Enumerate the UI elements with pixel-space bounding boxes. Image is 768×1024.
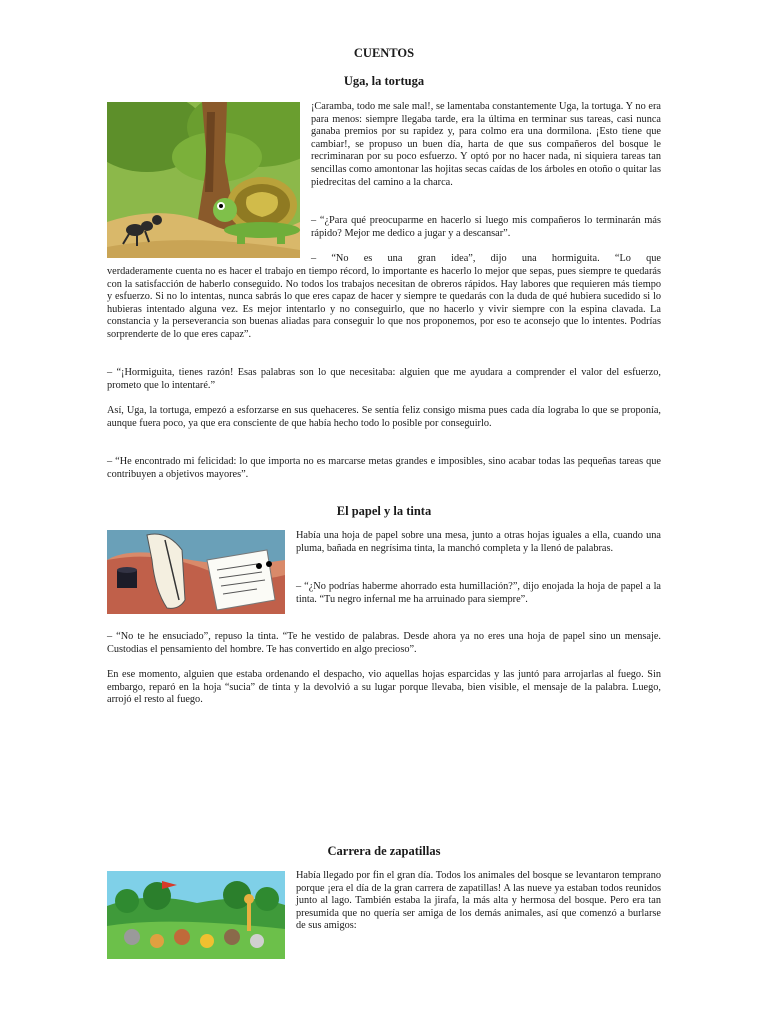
paragraph: verdaderamente cuenta no es hacer el trabajo en tiempo récord, lo importante es hacerlo lo mejor que sepas, pues siempre te quedarás con la satisfacción de haberlo conseguido. No todos los trabajos necesitan de obreros rápidos. Hay labores que requieren más tiempo y esfuerzo. Si no lo intentas, nunca sabrás lo que eres capaz de hacer y siempre te quedarás con la duda de qué hubiera sucedido si lo hubieras intentado alguna vez. Es mejor intentarlo y no conseguirlo, que no hacerlo y vivir siempre con la espina clavada. La constancia y la perseverancia son buenas aliadas para conseguir lo que nos proponemos, por eso te aconsejo que lo intentes. Podrías sorprenderte de lo que eres capaz”.: [107, 266, 661, 340]
illustration-animals-race: [107, 871, 285, 959]
paragraph: Había una hoja de papel sobre una mesa, junto a otras hojas iguales a ella, cuando una pluma, bañada en negrísima tinta, la manchó completa y la llenó de palabras.: [296, 530, 661, 554]
story-title-papel: El papel y la tinta: [336, 504, 432, 518]
paragraph: – “¿Para qué preocuparme en hacerlo si luego mis compañeros lo terminarán más rápido? Mejor me dedico a jugar y a descansar”.: [311, 215, 661, 239]
paragraph: – “¡Hormiguita, tienes razón! Esas palabras son lo que necesitaba: alguien que me ayudara a comprender el valor del esfuerzo, prometo que lo intentaré.”: [107, 367, 661, 391]
paragraph: Había llegado por fin el gran día. Todos los animales del bosque se levantaron temprano porque ¡era el día de la gran carrera de zapatillas! A las nueve ya estaban todos reunidos junto al lago. También estaba la jirafa, la más alta y hermosa del bosque. Pero era tan presumida que no quería ser amiga de los demás animales, así que comenzó a burlarse de sus amigos:: [296, 870, 661, 932]
paragraph: – “He encontrado mi felicidad: lo que importa no es marcarse metas grandes e imposibles, sino acabar todas las pequeñas tareas que contribuyen a objetivos mayores”.: [107, 456, 661, 480]
paragraph: – “No es una gran idea”, dijo una hormiguita. “Lo que: [311, 253, 661, 264]
paragraph: Así, Uga, la tortuga, empezó a esforzarse en sus quehaceres. Se sentía feliz consigo misma pues cada día lograba lo que se proponía, aunque fuera poco, ya que era consciente de que había hecho todo lo posible por conseguirlo.: [107, 405, 661, 429]
story-title-uga: Uga, la tortuga: [343, 74, 425, 88]
paragraph: – “¿No podrías haberme ahorrado esta humillación?”, dijo enojada la hoja de papel a la tinta. “Tu negro infernal me ha arruinado para siempre”.: [296, 581, 661, 605]
paragraph: – “No te he ensuciado”, repuso la tinta. “Te he vestido de palabras. Desde ahora ya no eres una hoja de papel sino un mensaje. Custodias el pensamiento del hombre. Te has convertido en algo precioso”.: [107, 631, 661, 655]
story-title-carrera: Carrera de zapatillas: [327, 844, 441, 858]
illustration-paper-and-ink: [107, 530, 285, 614]
paragraph: ¡Caramba, todo me sale mal!, se lamentaba constantemente Uga, la tortuga. Y no era para menos: siempre llegaba tarde, era la última en terminar sus tareas, casi nunca ganaba premios por su rapidez y, para colmo era una dormilona. ¡Esto tiene que cambiar!, se propuso un buen día, harta de que sus compañeros del bosque le recriminaran por su poco esfuerzo. Y optó por no hacer nada, ni siquiera tareas tan sencillas como amontonar las hojitas secas caídas de los árboles en otoño o quitar las piedrecitas del camino a la charca.: [311, 101, 661, 188]
illustration-turtle-and-ant: [107, 102, 300, 258]
document-title: CUENTOS: [353, 46, 415, 60]
paragraph: En ese momento, alguien que estaba ordenando el despacho, vio aquellas hojas esparcidas y las juntó para arrojarlas al fuego. Sin embargo, reparó en la hoja “sucia” de tinta y la devolvió a su lugar porque llevaba, bien visible, el mensaje de la palabra. Luego, arrojó el resto al fuego.: [107, 669, 661, 706]
